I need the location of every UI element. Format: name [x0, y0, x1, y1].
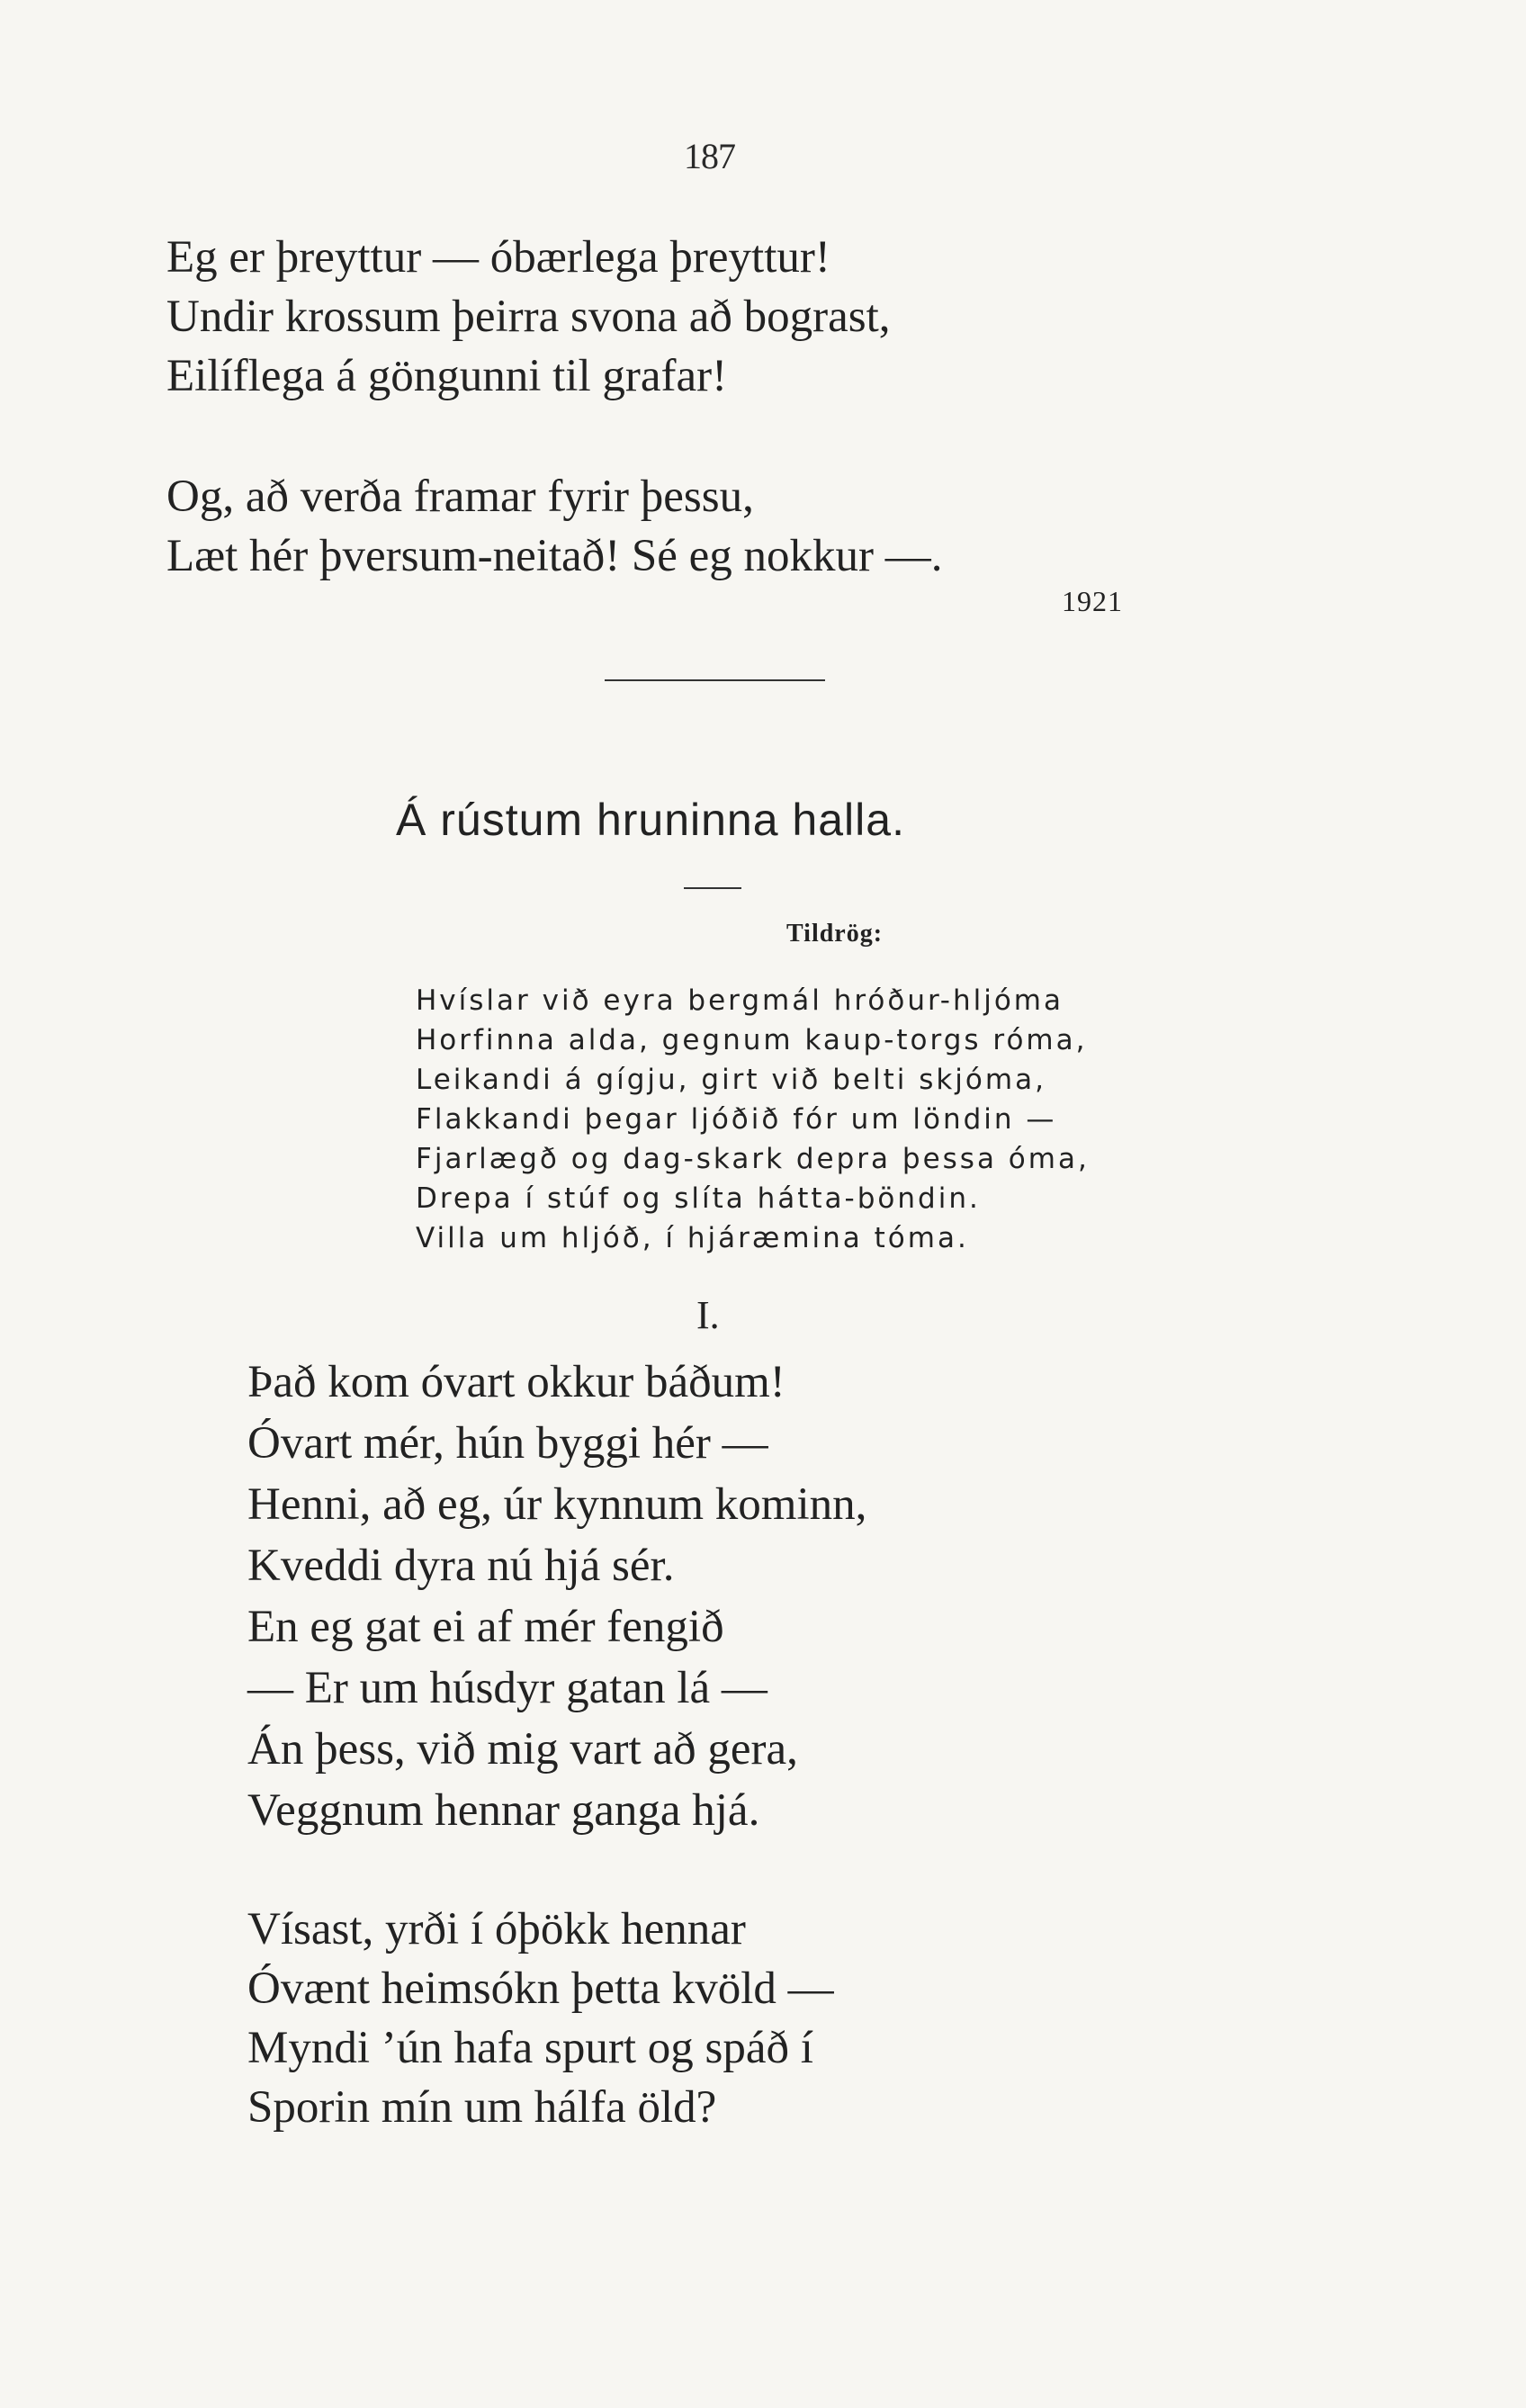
prologue-line: Villa um hljóð, í hjáræmina tóma.	[416, 1222, 969, 1254]
separator-rule	[605, 679, 825, 681]
poem-line: Án þess, við mig vart að gera,	[247, 1724, 798, 1775]
poem-line: Myndi ’ún hafa spurt og spáð í	[247, 2023, 813, 2073]
poem-line: En eg gat ei af mér fengið	[247, 1602, 724, 1652]
poem-line: Undir krossum þeirra svona að bograst,	[166, 292, 891, 342]
prologue-line: Hvíslar við eyra bergmál hróður-hljóma	[416, 984, 1064, 1017]
poem-title: Á rústum hruninna halla.	[396, 795, 905, 845]
poem-line: Kveddi dyra nú hjá sér.	[247, 1541, 675, 1591]
poem-line: — Er um húsdyr gatan lá —	[247, 1663, 767, 1713]
section-number: I.	[696, 1293, 720, 1337]
poem-line: Og, að verða framar fyrir þessu,	[166, 472, 754, 522]
poem-line: Það kom óvart okkur báðum!	[247, 1357, 785, 1407]
poem-line: Vísast, yrði í óþökk hennar	[247, 1904, 746, 1954]
poem-line: Óvart mér, hún byggi hér —	[247, 1418, 768, 1469]
prologue-line: Flakkandi þegar ljóðið fór um löndin —	[416, 1103, 1057, 1136]
poem-line: Eg er þreyttur — óbærlega þreyttur!	[166, 232, 830, 283]
poem-line: Eilíflega á göngunni til grafar!	[166, 351, 728, 401]
poem-line: Læt hér þversum-neitað! Sé eg nokkur —.	[166, 531, 943, 581]
prologue-label: Tildrög:	[786, 920, 884, 948]
poem-line: Óvænt heimsókn þetta kvöld —	[247, 1963, 834, 2014]
prologue-line: Leikandi á gígju, girt við belti skjóma,	[416, 1064, 1046, 1096]
title-rule	[684, 887, 741, 889]
prologue-line: Fjarlægð og dag-skark depra þessa óma,	[416, 1143, 1090, 1175]
poem-line: Veggnum hennar ganga hjá.	[247, 1785, 760, 1836]
page-number: 187	[684, 136, 735, 176]
poem-line: Sporin mín um hálfa öld?	[247, 2082, 717, 2133]
prologue-line: Drepa í stúf og slíta hátta-böndin.	[416, 1182, 981, 1215]
poem-date: 1921	[1062, 585, 1123, 617]
poem-line: Henni, að eg, úr kynnum kominn,	[247, 1479, 867, 1530]
prologue-line: Horfinna alda, gegnum kaup-torgs róma,	[416, 1024, 1088, 1056]
